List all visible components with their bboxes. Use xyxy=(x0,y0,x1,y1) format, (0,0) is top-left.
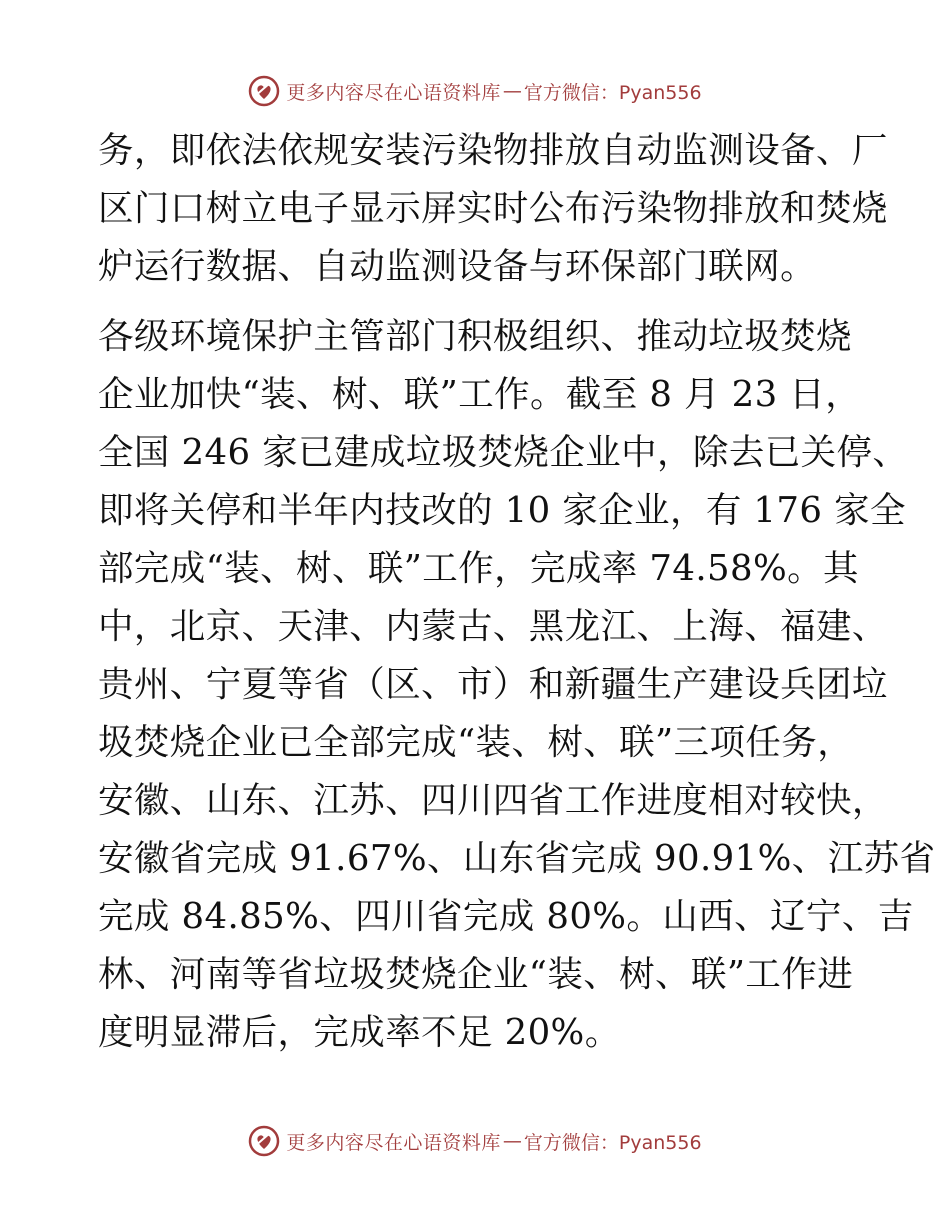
paragraph-gap xyxy=(98,296,858,308)
text-line: 区门口树立电子显示屏实时公布污染物排放和焚烧 xyxy=(98,188,888,229)
watermark-title: 更多内容尽在心语资料库 xyxy=(286,1131,501,1154)
footer-watermark xyxy=(0,1121,950,1161)
document-body xyxy=(98,122,936,1062)
watermark-dash: — xyxy=(502,1130,522,1152)
text-line: 炉运行数据、自动监测设备与环保部门联网。 xyxy=(98,246,817,287)
text-line: 即将关停和半年内技改的 10 家企业，有 176 家全 xyxy=(98,490,906,531)
text-line: 全国 246 家已建成垃圾焚烧企业中，除去已关停、 xyxy=(98,432,909,473)
watermark-title: 更多内容尽在心语资料库 xyxy=(286,81,501,104)
text-line: 度明显滞后，完成率不足 20%。 xyxy=(98,1012,621,1053)
watermark-contact: 官方微信：Pyan556 xyxy=(523,1131,702,1154)
paragraph-2 xyxy=(98,308,936,1062)
text-line: 完成 84.85%、四川省完成 80%。山西、辽宁、吉 xyxy=(98,896,914,937)
text-line: 务，即依法依规安装污染物排放自动监测设备、厂 xyxy=(98,130,888,171)
text-line: 圾焚烧企业已全部完成“装、树、联”三项任务， xyxy=(98,722,854,763)
text-line: 部完成“装、树、联”工作，完成率 74.58%。其 xyxy=(98,548,859,589)
watermark-contact: 官方微信：Pyan556 xyxy=(523,81,702,104)
paragraph-1 xyxy=(98,122,888,296)
text-line: 贵州、宁夏等省（区、市）和新疆生产建设兵团垃 xyxy=(98,664,888,705)
text-line: 安徽省完成 91.67%、山东省完成 90.91%、江苏省 xyxy=(98,838,936,879)
text-line: 各级环境保护主管部门积极组织、推动垃圾焚烧 xyxy=(98,316,852,357)
heart-logo-icon xyxy=(248,1125,280,1157)
text-line: 中，北京、天津、内蒙古、黑龙江、上海、福建、 xyxy=(98,606,888,647)
text-line: 林、河南等省垃圾焚烧企业“装、树、联”工作进 xyxy=(98,954,854,995)
text-line: 安徽、山东、江苏、四川四省工作进度相对较快， xyxy=(98,780,888,821)
text-line: 企业加快“装、树、联”工作。截至 8 月 23 日， xyxy=(98,374,862,415)
header-watermark xyxy=(0,71,950,111)
heart-logo-icon xyxy=(248,75,280,107)
watermark-dash: — xyxy=(502,80,522,102)
